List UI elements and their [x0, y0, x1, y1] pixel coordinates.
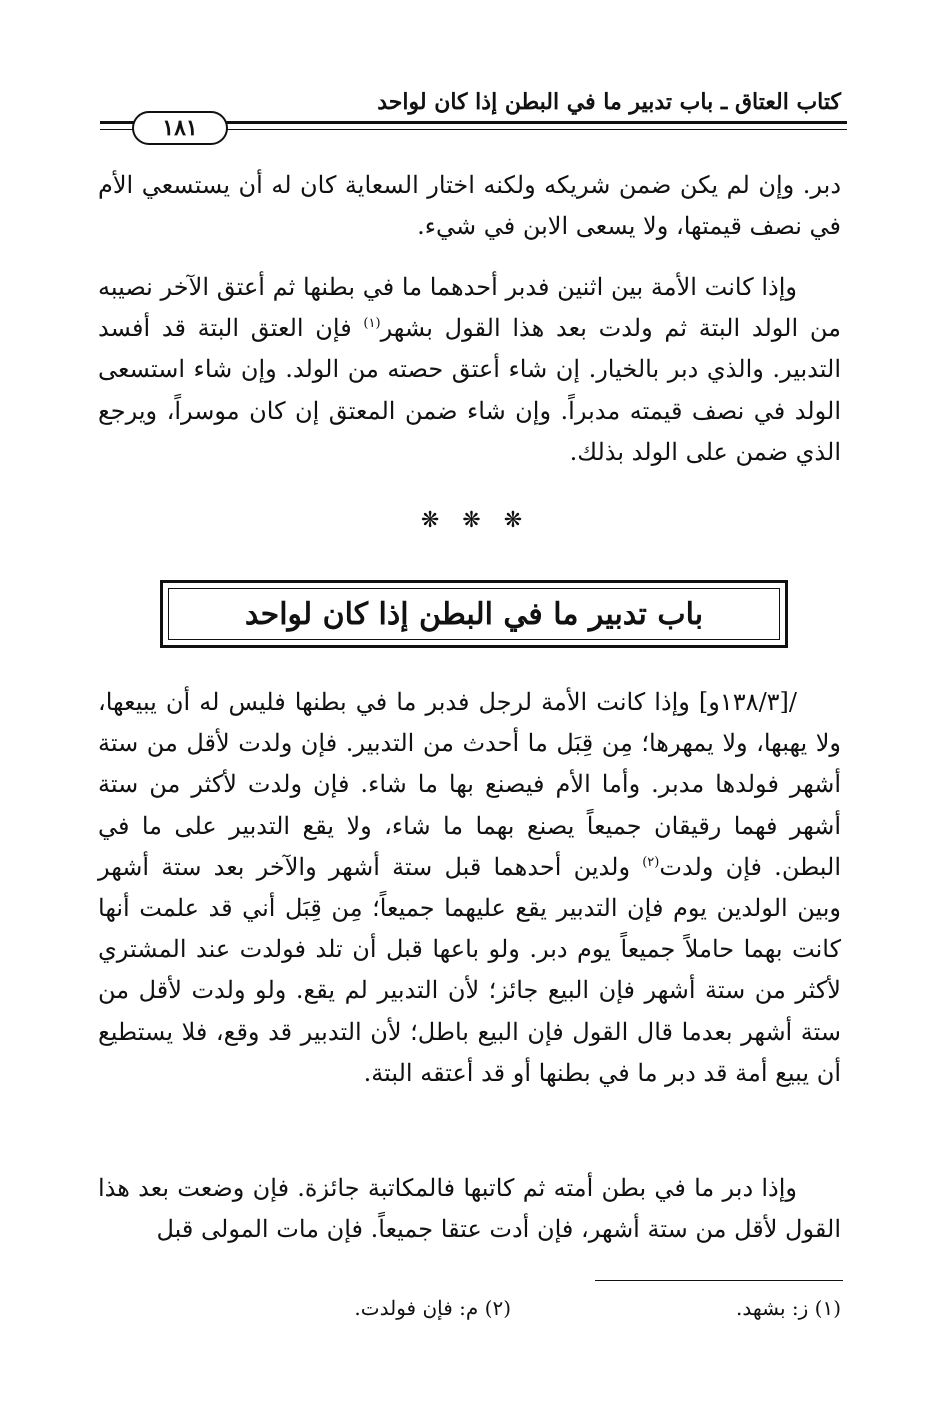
paragraph-text: فإن العتق البتة قد أفسد التدبير. والذي دبر بالخيار. إن شاء أعتق حصته من الولد. وإن شاء استسعى الولد في نصف قيمته مدبراً. وإن شاء ضمن المعتق إن كان موسراً، ويرجع الذي ضمن على الولد بذلك.: [98, 314, 841, 466]
running-header-title: كتاب العتاق ـ باب تدبير ما في البطن إذا كان لواحد: [377, 89, 841, 115]
chapter-title-frame: [160, 580, 788, 648]
footnote-separator-rule: [595, 1280, 843, 1281]
footnote-marker-1: (١): [363, 316, 381, 332]
paragraph-mukataba: وإذا دبر ما في بطن أمته ثم كاتبها فالمكاتبة جائزة. فإن وضعت بعد هذا القول لأقل من ستة أشهر، فإن أدت عتقا جميعاً. فإن مات المولى قبل: [98, 1174, 841, 1244]
paragraph-text: ولدين أحدهما قبل ستة أشهر والآخر بعد ستة أشهر وبين الولدين يوم فإن التدبير يقع عليهما جميعاً؛ مِن قِبَل أني قد علمت أنها كانت بهما حاملاً جميعاً يوم دبر. ولو باعها قبل أن تلد فولدت عند المشتري لأكثر من ستة أشهر فإن البيع جائز؛ لأن التدبير لم يقع. ولو ولدت لأقل من ستة أشهر بعدما قال القول فإن البيع باطل؛ لأن التدبير قد وقع، فلا يستطيع أن يبيع أمة قد دبر ما في بطنها أو قد أعتقه البتة.: [98, 852, 841, 1087]
paragraph-chapter-body: [98, 682, 841, 1094]
footnote-2: (٢) م: فإن فولدت.: [354, 1296, 511, 1320]
footnote-marker-2: (٢): [642, 854, 660, 870]
section-separator-ornament: ❋ ❋ ❋: [420, 508, 531, 533]
page-number: ١٨١: [132, 111, 228, 145]
paragraph-text: وإذا كانت الأمة بين اثنين فدبر أحدهما ما في بطنها ثم أعتق الآخر نصيبه من الولد البتة ثم ولدت بعد هذا القول بشهر: [98, 273, 842, 343]
footnote-1: (١) ز: بشهد.: [736, 1296, 841, 1320]
paragraph-shared-slave: [98, 267, 841, 473]
paragraph-text: /[١٣٨/٣و] وإذا كانت الأمة لرجل فدبر ما في بطنها فليس له أن يبيعها، ولا يهبها، ولا يمهرها؛ مِن قِبَل ما أحدث من التدبير. فإن ولدت لأقل من ستة أشهر فولدها مدبر. وأما الأم فيصنع بها ما شاء. فإن ولدت لأكثر من ستة أشهر فهما رقيقان جميعاً يصنع بهما ما شاء، ولا يقع التدبير على ما في البطن. فإن ولدت: [98, 688, 841, 881]
chapter-title: باب تدبير ما في البطن إذا كان لواحد: [244, 597, 704, 632]
paragraph-continuation: دبر. وإن لم يكن ضمن شريكه ولكنه اختار السعاية كان له أن يستسعي الأم في نصف قيمتها، ولا يسعى الابن في شيء.: [98, 171, 841, 241]
